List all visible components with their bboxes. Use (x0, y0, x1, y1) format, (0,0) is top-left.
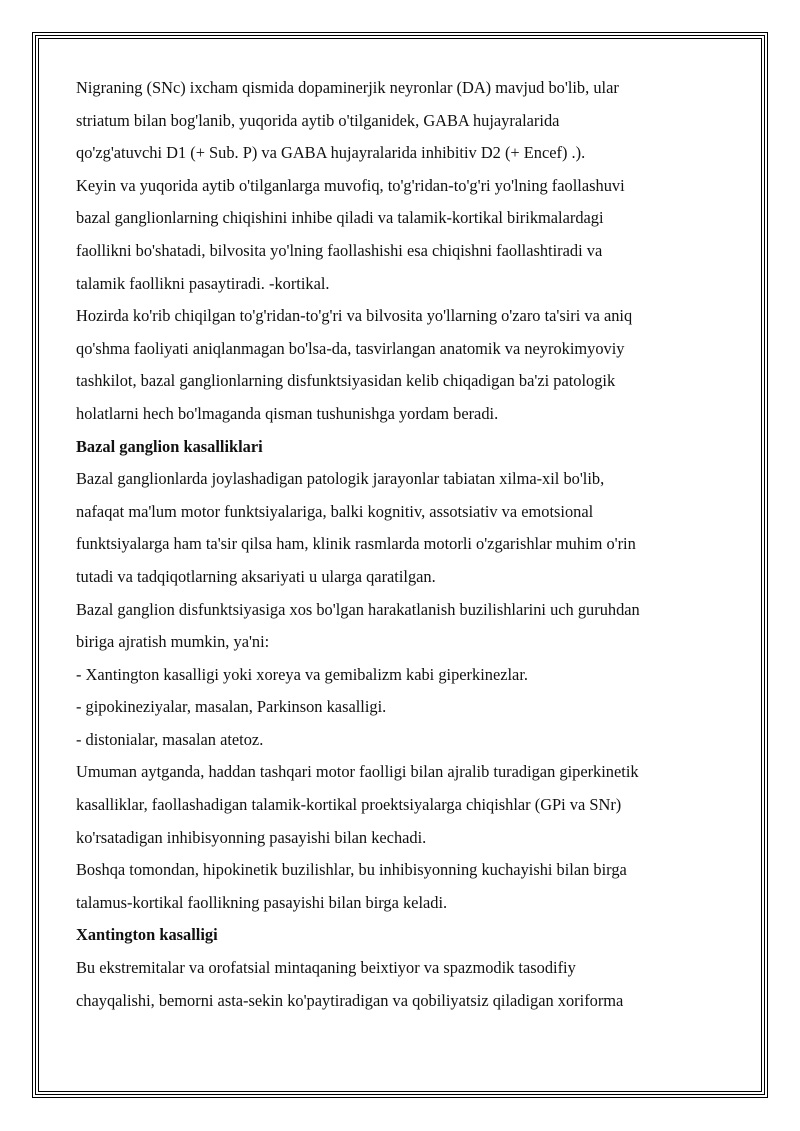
text-line: chayqalishi, bemorni asta-sekin ko'paytiradigan va qobiliyatsiz qiladigan xoriforma (76, 990, 624, 1010)
text-line: faollikni bo'shatadi, bilvosita yo'lning faollashishi esa chiqishni faollashtiradi va (76, 240, 603, 260)
text-line: holatlarni hech bo'lmaganda qisman tushunishga yordam beradi. (76, 403, 499, 423)
text-line: funktsiyalarga ham ta'sir qilsa ham, klinik rasmlarda motorli o'zgarishlar muhim o'rin (76, 534, 636, 554)
text-line: - distonialar, masalan atetoz. (76, 729, 264, 749)
text-line: Keyin va yuqorida aytib o'tilganlarga muvofiq, to'g'ridan-to'g'ri yo'lning faollashuvi (76, 175, 625, 195)
text-line: qo'zg'atuvchi D1 (+ Sub. P) va GABA hujayralarida inhibitiv D2 (+ Encef) .). (76, 143, 586, 163)
text-line: tashkilot, bazal ganglionlarning disfunktsiyasidan kelib chiqadigan ba'zi patologik (76, 371, 616, 391)
text-line: talamik faollikni pasaytiradi. -kortikal. (76, 273, 330, 293)
text-line: nafaqat ma'lum motor funktsiyalariga, balki kognitiv, assotsiativ va emotsional (76, 501, 594, 521)
section-heading: Xantington kasalligi (76, 925, 218, 945)
text-line: bazal ganglionlarning chiqishini inhibe qiladi va talamik-kortikal birikmalardagi (76, 208, 604, 228)
text-line: Bazal ganglion disfunktsiyasiga xos bo'lgan harakatlanish buzilishlarini uch guruhdan (76, 599, 640, 619)
text-line: striatum bilan bog'lanib, yuqorida aytib o'tilganidek, GABA hujayralarida (76, 110, 560, 130)
text-line: kasalliklar, faollashadigan talamik-kortikal proektsiyalarga chiqishlar (GPi va SNr) (76, 795, 622, 815)
text-line: Bazal ganglionlarda joylashadigan patologik jarayonlar tabiatan xilma-xil bo'lib, (76, 469, 605, 489)
text-line: ko'rsatadigan inhibisyonning pasayishi bilan kechadi. (76, 827, 427, 847)
text-line: - gipokineziyalar, masalan, Parkinson kasalligi. (76, 697, 387, 717)
text-line: Nigraning (SNc) ixcham qismida dopaminerjik neyronlar (DA) mavjud bo'lib, ular (76, 78, 619, 97)
text-line: qo'shma faoliyati aniqlanmagan bo'lsa-da, tasvirlangan anatomik va neyrokimyoviy (76, 338, 625, 358)
text-line: Hozirda ko'rib chiqilgan to'g'ridan-to'g'ri va bilvosita yo'llarning o'zaro ta'siri va aniq (76, 306, 633, 326)
text-line: tutadi va tadqiqotlarning aksariyati u ularga qaratilgan. (76, 566, 436, 586)
text-line: Boshqa tomondan, hipokinetik buzilishlar, bu inhibisyonning kuchayishi bilan birga (76, 860, 627, 880)
text-line: Umuman aytganda, haddan tashqari motor faolligi bilan ajralib turadigan giperkinetik (76, 762, 639, 782)
text-line: - Xantington kasalligi yoki xoreya va gemibalizm kabi giperkinezlar. (76, 664, 528, 684)
text-line: biriga ajratish mumkin, ya'ni: (76, 632, 270, 652)
document-body (76, 72, 736, 1017)
section-heading: Bazal ganglion kasalliklari (76, 436, 263, 456)
text-line: talamus-kortikal faollikning pasayishi bilan birga keladi. (76, 892, 448, 912)
text-line: Bu ekstremitalar va orofatsial mintaqaning beixtiyor va spazmodik tasodifiy (76, 958, 576, 978)
